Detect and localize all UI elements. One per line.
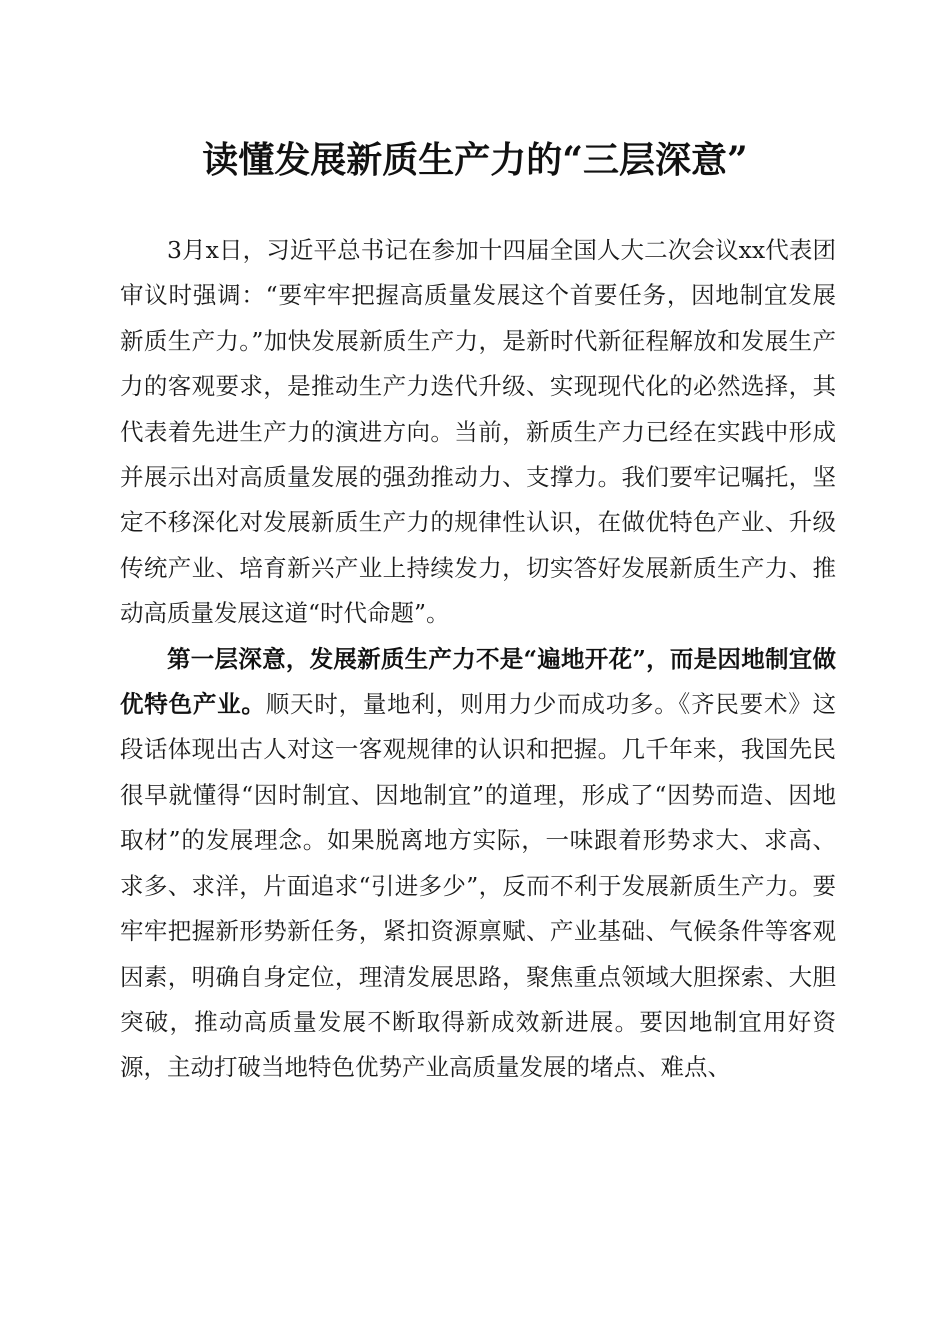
- paragraph-first-layer-lead: 第一层深意，发展新质生产力不是“遍地开花”，而是因地制宜做优特色产业。: [120, 644, 836, 719]
- paragraph-first-layer: [120, 637, 836, 1091]
- paragraph-intro: 3月x日，习近平总书记在参加十四届全国人大二次会议xx代表团审议时强调：“要牢牢把握高质量发展这个首要任务，因地制宜发展新质生产力。”加快发展新质生产力，是新时代新征程解放和发展生产力的客观要求，是推动生产力迭代升级、实现现代化的必然选择，其代表着先进生产力的演进方向。当前，新质生产力已经在实践中形成并展示出对高质量发展的强劲推动力、支撑力。我们要牢记嘱托，坚定不移深化对发展新质生产力的规律性认识，在做优特色产业、升级传统产业、培育新兴产业上持续发力，切实答好发展新质生产力、推动高质量发展这道“时代命题”。: [120, 236, 836, 628]
- paragraph-first-layer-body: 顺天时，量地利，则用力少而成功多。《齐民要术》这段话体现出古人对这一客观规律的认识和把握。几千年来，我国先民很早就懂得“因时制宜、因地制宜”的道理，形成了“因势而造、因地取材”的发展理念。如果脱离地方实际，一味跟着形势求大、求高、求多、求洋，片面追求“引进多少”，反而不利于发展新质生产力。要牢牢把握新形势新任务，紧扣资源禀赋、产业基础、气候条件等客观因素，明确自身定位，理清发展思路，聚焦重点领域大胆探索、大胆突破，推动高质量发展不断取得新成效新进展。要因地制宜用好资源，主动打破当地特色优势产业高质量发展的堵点、难点、: [120, 690, 837, 1082]
- document-body: [120, 228, 836, 1091]
- document-title: 读懂发展新质生产力的“三层深意”: [202, 139, 748, 181]
